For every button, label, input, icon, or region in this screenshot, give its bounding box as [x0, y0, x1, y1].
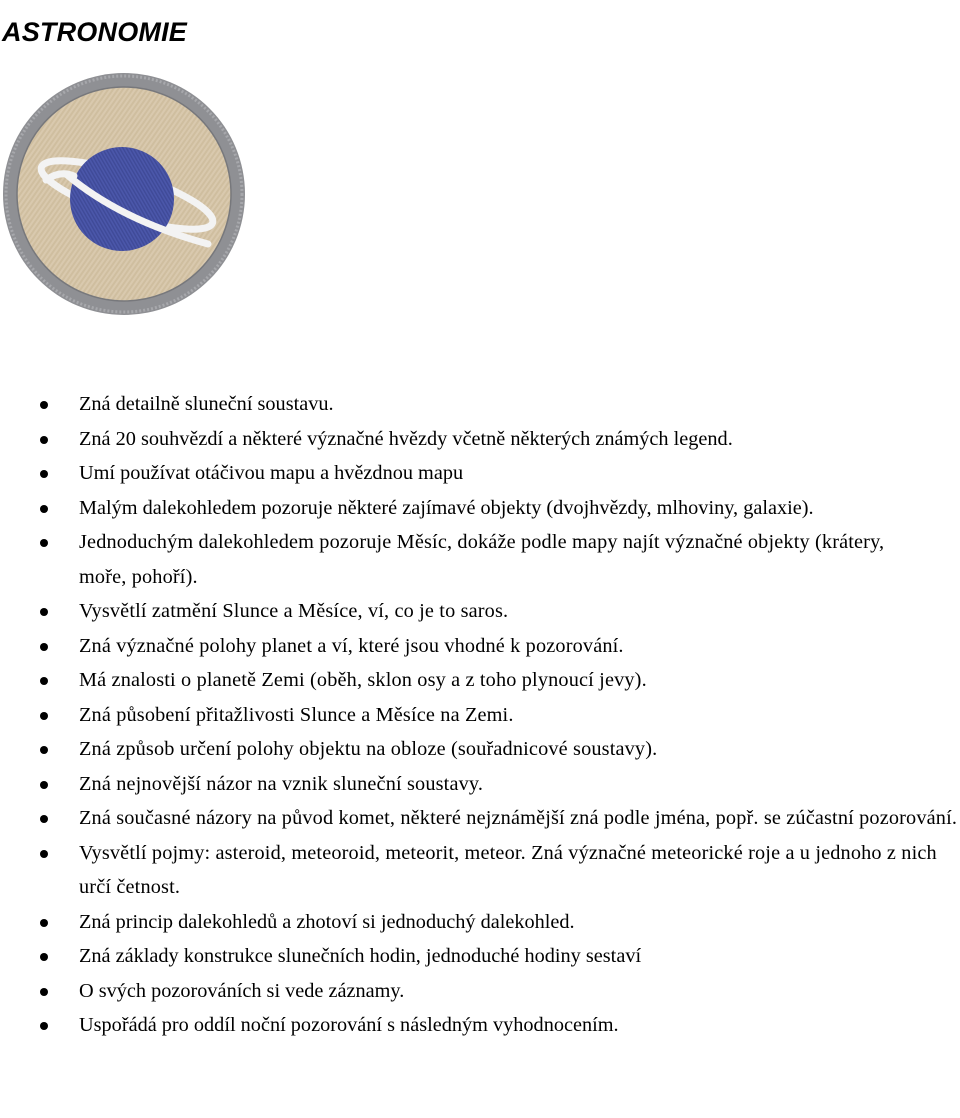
list-item: Jednoduchým dalekohledem pozoruje Měsíc, dokáže podle mapy najít význačné objekty (krátery, moře, pohoří). — [0, 525, 960, 594]
list-item: Zná význačné polohy planet a ví, které jsou vhodné k pozorování. — [0, 629, 960, 664]
list-item: Malým dalekohledem pozoruje některé zajímavé objekty (dvojhvězdy, mlhoviny, galaxie). — [0, 491, 960, 526]
bullet-icon — [40, 746, 48, 754]
bullet-icon — [40, 850, 48, 858]
list-item: Zná princip dalekohledů a zhotoví si jednoduchý dalekohled. — [0, 905, 960, 940]
bullet-icon — [40, 505, 48, 513]
list-item: Zná detailně sluneční soustavu. — [0, 387, 960, 422]
list-item: Uspořádá pro oddíl noční pozorování s následným vyhodnocením. — [0, 1008, 960, 1043]
bullet-icon — [40, 539, 48, 547]
list-item: Zná způsob určení polohy objektu na obloze (souřadnicové soustavy). — [0, 732, 960, 767]
list-item: Vysvětlí pojmy: asteroid, meteoroid, meteorit, meteor. Zná význačné meteorické roje a u jednoho z nich určí četnost. — [0, 836, 960, 905]
list-item: Má znalosti o planetě Zemi (oběh, sklon osy a z toho plynoucí jevy). — [0, 663, 960, 698]
list-item: Zná současné názory na původ komet, některé nejznámější zná podle jména, popř. se zúčastní pozorování. — [0, 801, 960, 836]
bullet-icon — [40, 470, 48, 478]
bullet-icon — [40, 643, 48, 651]
list-item: O svých pozorováních si vede záznamy. — [0, 974, 960, 1009]
bullet-icon — [40, 401, 48, 409]
planet-badge-icon — [2, 72, 246, 316]
bullet-icon — [40, 988, 48, 996]
list-item: Vysvětlí zatmění Slunce a Měsíce, ví, co je to saros. — [0, 594, 960, 629]
bullet-icon — [40, 608, 48, 616]
bullet-icon — [40, 436, 48, 444]
bullet-icon — [40, 781, 48, 789]
list-item: Zná 20 souhvězdí a některé význačné hvězdy včetně některých známých legend. — [0, 422, 960, 457]
bullet-icon — [40, 1022, 48, 1030]
list-item: Zná působení přitažlivosti Slunce a Měsíce na Zemi. — [0, 698, 960, 733]
bullet-icon — [40, 815, 48, 823]
bullet-icon — [40, 712, 48, 720]
bullet-icon — [40, 919, 48, 927]
list-item: Zná základy konstrukce slunečních hodin, jednoduché hodiny sestaví — [0, 939, 960, 974]
bullet-icon — [40, 953, 48, 961]
list-item: Umí používat otáčivou mapu a hvězdnou mapu — [0, 456, 960, 491]
skills-list — [0, 387, 960, 1043]
list-item: Zná nejnovější názor na vznik sluneční soustavy. — [0, 767, 960, 802]
bullet-icon — [40, 677, 48, 685]
page-title: ASTRONOMIE — [2, 17, 188, 48]
